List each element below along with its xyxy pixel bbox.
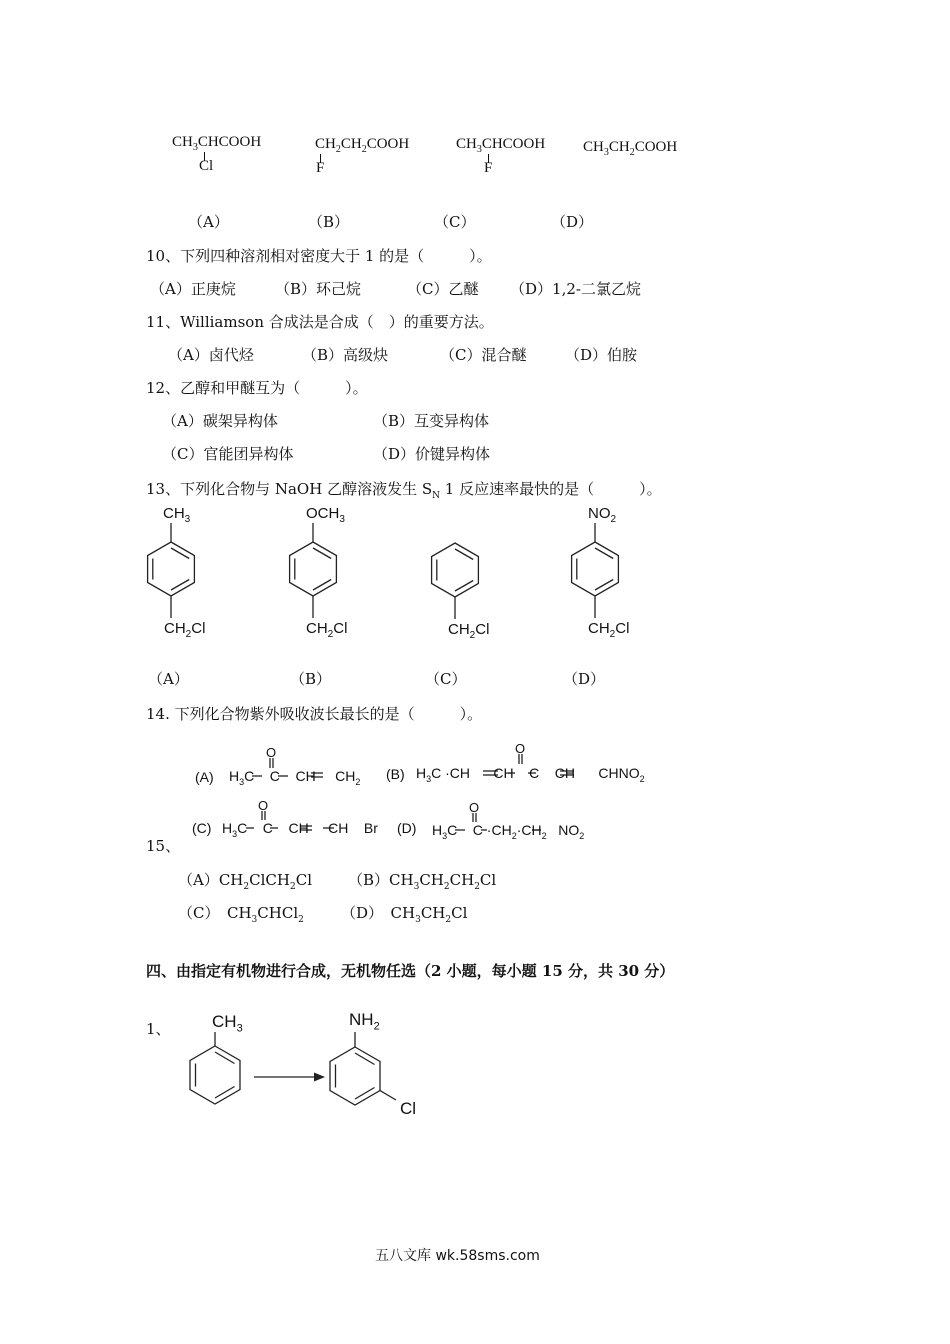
q14-oxygen-c: O bbox=[258, 798, 269, 813]
q14-formula-a: $H_3C$ C CH $CH_2$ bbox=[229, 768, 361, 787]
q9-label-c: （C） bbox=[434, 213, 476, 231]
q11-option-a: （A）卤代烃 bbox=[168, 346, 254, 364]
toluene-ring bbox=[190, 1032, 240, 1104]
q12-option-d: （D）价键异构体 bbox=[373, 445, 491, 463]
product-chloro-label: Cl bbox=[400, 1099, 417, 1118]
q10-option-d: （D）1,2-二氯乙烷 bbox=[510, 280, 641, 298]
q14-oxygen-b: O bbox=[515, 741, 526, 756]
q13-sub-d: $NO_2$ bbox=[588, 505, 617, 525]
q14-label-d: (D) bbox=[397, 820, 417, 836]
q13-label-b: （B） bbox=[290, 670, 332, 688]
q9-sub-a: Cl bbox=[199, 158, 214, 174]
q9-structure-c: $CH_3CHCOOH$ bbox=[456, 136, 546, 155]
q13-bottom-c: $CH_2Cl$ bbox=[448, 621, 490, 641]
reaction-arrow bbox=[254, 1073, 325, 1082]
q9-label-b: （B） bbox=[308, 213, 350, 231]
q13-sub-a: $CH_3$ bbox=[163, 505, 191, 525]
q13-label-c: （C） bbox=[425, 670, 467, 688]
q11-option-d: （D）伯胺 bbox=[565, 346, 638, 364]
q9-structure-b: $CH_2CH_2COOH$ bbox=[315, 136, 410, 155]
q13-bottom-b: $CH_2Cl$ bbox=[306, 620, 348, 640]
q13-bottom-d: $CH_2Cl$ bbox=[588, 620, 630, 640]
q9-label-d: （D） bbox=[551, 213, 594, 231]
q13-sub-b: $OCH_3$ bbox=[306, 505, 345, 525]
q13-bottom-a: $CH_2Cl$ bbox=[164, 620, 206, 640]
q15-option-b: $(B)CH_3CH_2CH_2Cl$ bbox=[348, 871, 497, 892]
q11-option-c: （C）混合醚 bbox=[440, 346, 527, 364]
q11-option-b: （B）高级炔 bbox=[302, 346, 389, 364]
q15-option-d: （D） $CH_3CH_2Cl$ bbox=[341, 904, 468, 925]
q15-option-c: （C） $CH_3CHCl_2$ bbox=[178, 904, 304, 925]
q10-option-c: （C）乙醚 bbox=[407, 280, 479, 298]
q12-option-b: （B）互变异构体 bbox=[373, 412, 490, 430]
q12-stem: 12、乙醇和甲醚互为（ ）。 bbox=[146, 379, 368, 397]
q13-label-d: （D） bbox=[563, 670, 606, 688]
q14-label-c: (C) bbox=[192, 820, 212, 836]
q15-stem: 15、 bbox=[146, 837, 181, 855]
benzene-ring-b bbox=[290, 523, 337, 618]
q9-label-a: （A） bbox=[188, 213, 229, 231]
q11-stem: 11、Williamson 合成法是合成（ ）的重要方法。 bbox=[146, 313, 494, 331]
q14-oxygen-d: O bbox=[469, 800, 480, 815]
product-ring bbox=[330, 1032, 396, 1105]
toluene-methyl-label: $CH_3$ bbox=[212, 1012, 243, 1035]
q10-option-b: （B）环己烷 bbox=[275, 280, 362, 298]
q12-option-a: （A）碳架异构体 bbox=[162, 412, 278, 430]
q14-label-a: (A) bbox=[195, 769, 214, 785]
q10-stem: 10、下列四种溶剂相对密度大于 1 的是（ ）。 bbox=[146, 247, 492, 265]
q9-sub-b: F bbox=[316, 160, 325, 176]
synthesis-item-1-label: 1、 bbox=[146, 1020, 171, 1038]
q14-oxygen-a: O bbox=[266, 745, 277, 760]
benzene-ring-d bbox=[572, 523, 619, 618]
q10-option-a: （A）正庚烷 bbox=[150, 280, 236, 298]
q14-formula-d: $H_3C$ $C \cdot CH_2\cdot CH_2$ $NO_2$ bbox=[432, 822, 585, 841]
q9-sub-c: F bbox=[484, 160, 493, 176]
section-4-title: 四、由指定有机物进行合成，无机物任选（2 小题，每小题 15 分，共 30 分） bbox=[146, 962, 675, 980]
q9-structure-d: $CH_3CH_2COOH$ bbox=[583, 139, 678, 158]
benzene-ring-c bbox=[432, 543, 479, 619]
q12-option-c: （C）官能团异构体 bbox=[162, 445, 294, 463]
q15-option-a: $(A)CH_2ClCH_2Cl$ bbox=[178, 871, 312, 892]
q14-stem: 14. 下列化合物紫外吸收波长最长的是（ ）。 bbox=[146, 705, 483, 723]
q9-structure-a: $CH_3CHCOOH$ bbox=[172, 134, 262, 153]
product-amine-label: $NH_2$ bbox=[349, 1010, 380, 1033]
q14-formula-b: $H_3C \cdot CH$ CH C CH $CHNO_2$ bbox=[416, 765, 645, 784]
benzene-ring-a bbox=[148, 523, 195, 618]
q14-label-b: (B) bbox=[386, 766, 405, 782]
q13-stem: 13、下列化合物与 NaOH 乙醇溶液发生 $S_N$ 1 反应速率最快的是（ ）。 bbox=[146, 480, 662, 501]
q13-label-a: （A） bbox=[148, 670, 189, 688]
footer-watermark: 五八文库 wk.58sms.com bbox=[375, 1248, 540, 1264]
q14-formula-c: $H_3C$ C CH CH Br bbox=[222, 820, 378, 839]
